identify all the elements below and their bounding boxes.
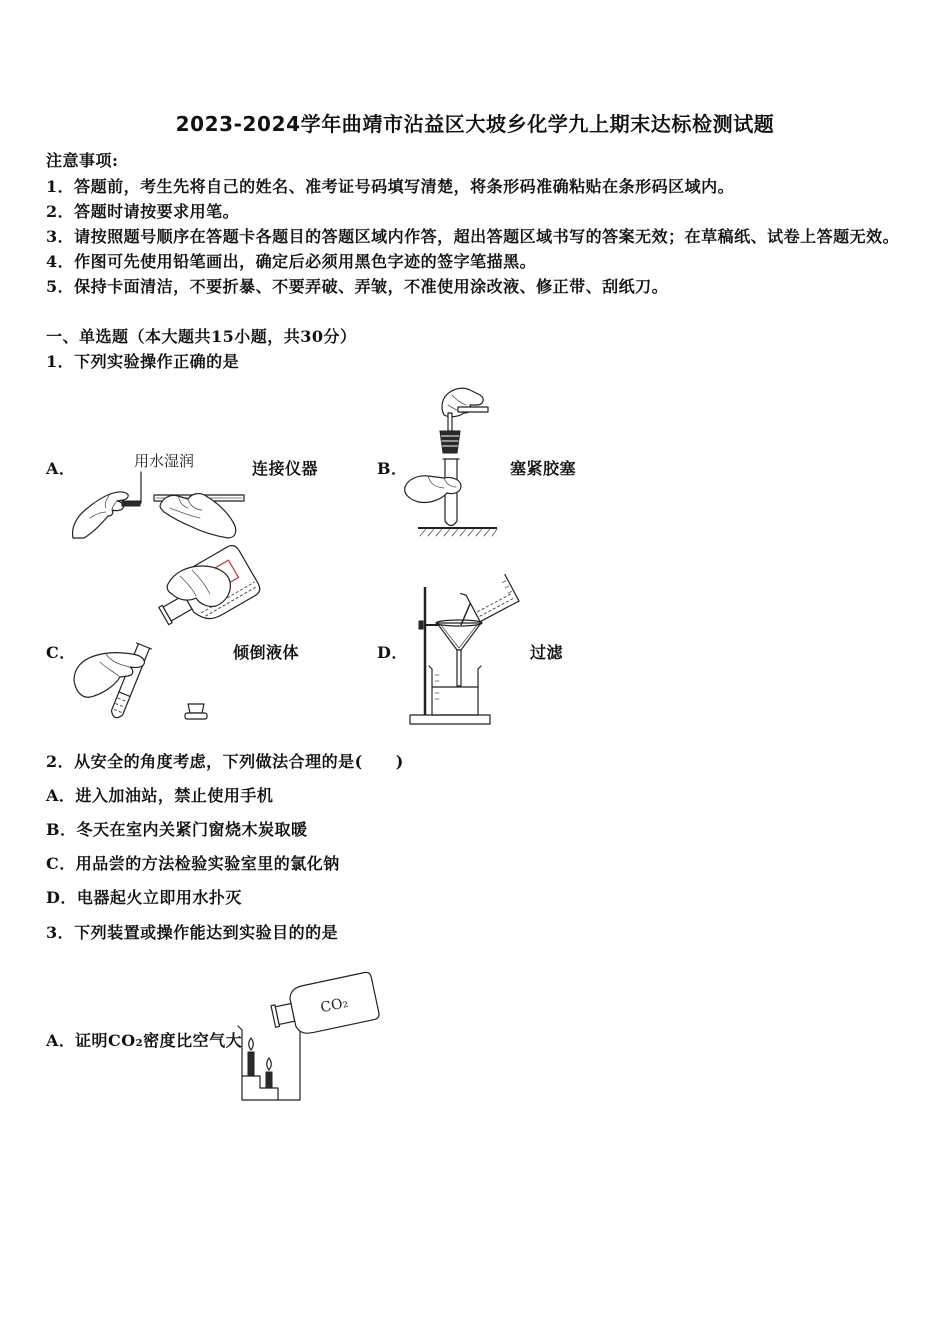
q2-option-a: A．进入加油站，禁止使用手机 bbox=[46, 786, 274, 805]
funnel-stem bbox=[457, 650, 461, 686]
upper-candle-flame bbox=[249, 1038, 254, 1050]
q1-option-b-caption: 塞紧胶塞 bbox=[510, 459, 577, 478]
left-hand bbox=[73, 492, 129, 538]
q1-option-d-label: D． bbox=[377, 643, 408, 662]
q1-option-a-label: A． bbox=[46, 459, 76, 478]
q2-option-b: B．冬天在室内关紧门窗烧木炭取暖 bbox=[46, 820, 308, 839]
q3-option-a-label: A． bbox=[46, 1031, 76, 1050]
section-heading: 一、单选题（本大题共15小题，共30分） bbox=[46, 327, 357, 346]
q1-option-d-caption: 过滤 bbox=[530, 643, 564, 662]
q1-option-a-caption: 连接仪器 bbox=[252, 459, 319, 478]
stopper-on-table bbox=[185, 704, 207, 719]
figure-co2-density bbox=[236, 968, 386, 1104]
q2-stem: 2．从安全的角度考虑，下列做法合理的是( ) bbox=[46, 752, 404, 771]
co2-bottle bbox=[268, 971, 380, 1040]
holding-hand bbox=[74, 653, 144, 698]
rubber-tube bbox=[122, 501, 140, 506]
stand-base bbox=[410, 715, 490, 724]
q3-stem: 3．下列装置或操作能达到实验目的的是 bbox=[46, 923, 339, 942]
figure-insert-stopper bbox=[400, 383, 500, 543]
notice-heading: 注意事项: bbox=[46, 151, 119, 170]
notice-item-2: 2．答题时请按要求用笔。 bbox=[46, 202, 240, 221]
funnel bbox=[437, 623, 481, 650]
figure-pour-liquid bbox=[70, 562, 235, 727]
q1-stem: 1．下列实验操作正确的是 bbox=[46, 352, 240, 371]
q1-option-a-figure-label: 用水湿润 bbox=[134, 452, 195, 470]
q1-option-c-caption: 倾倒液体 bbox=[233, 643, 300, 662]
bent-glass-tube bbox=[458, 407, 488, 412]
lower-candle bbox=[266, 1072, 272, 1088]
q1-option-b-label: B． bbox=[377, 459, 408, 478]
beaker bbox=[238, 1026, 300, 1100]
q2-option-c: C．用品尝的方法检验实验室里的氯化钠 bbox=[46, 854, 340, 873]
exam-title: 2023-2024学年曲靖市沾益区大坡乡化学九上期末达标检测试题 bbox=[175, 112, 775, 136]
staircase-support bbox=[242, 1076, 278, 1100]
co2-bottle-label: CO₂ bbox=[319, 994, 350, 1017]
notice-item-4: 4．作图可先使用铅笔画出，确定后必须用黑色字迹的签字笔描黑。 bbox=[46, 252, 537, 271]
upper-candle bbox=[248, 1052, 254, 1076]
pouring-beaker bbox=[461, 571, 519, 624]
notice-item-1: 1．答题前，考生先将自己的姓名、准考证号码填写清楚，将条形码准确粘贴在条形码区域内。 bbox=[46, 177, 735, 196]
figure-connect-apparatus bbox=[70, 448, 250, 544]
notice-item-3: 3．请按照题号顺序在答题卡各题目的答题区域内作答，超出答题区域书写的答案无效；在草稿纸、试卷上答题无效。 bbox=[46, 227, 900, 246]
q1-option-c-label: C． bbox=[46, 643, 76, 662]
lower-candle-flame bbox=[267, 1058, 272, 1070]
q3-option-a-caption: 证明CO₂密度比空气大 bbox=[75, 1031, 243, 1050]
rubber-stopper bbox=[440, 431, 460, 453]
q2-option-d: D．电器起火立即用水扑灭 bbox=[46, 888, 242, 907]
notice-item-5: 5．保持卡面清洁，不要折暴、不要弄破、弄皱，不准使用涂改液、修正带、刮纸刀。 bbox=[46, 277, 669, 296]
receiving-beaker bbox=[429, 666, 481, 715]
holding-hand bbox=[405, 476, 461, 503]
figure-filtration bbox=[405, 575, 520, 730]
